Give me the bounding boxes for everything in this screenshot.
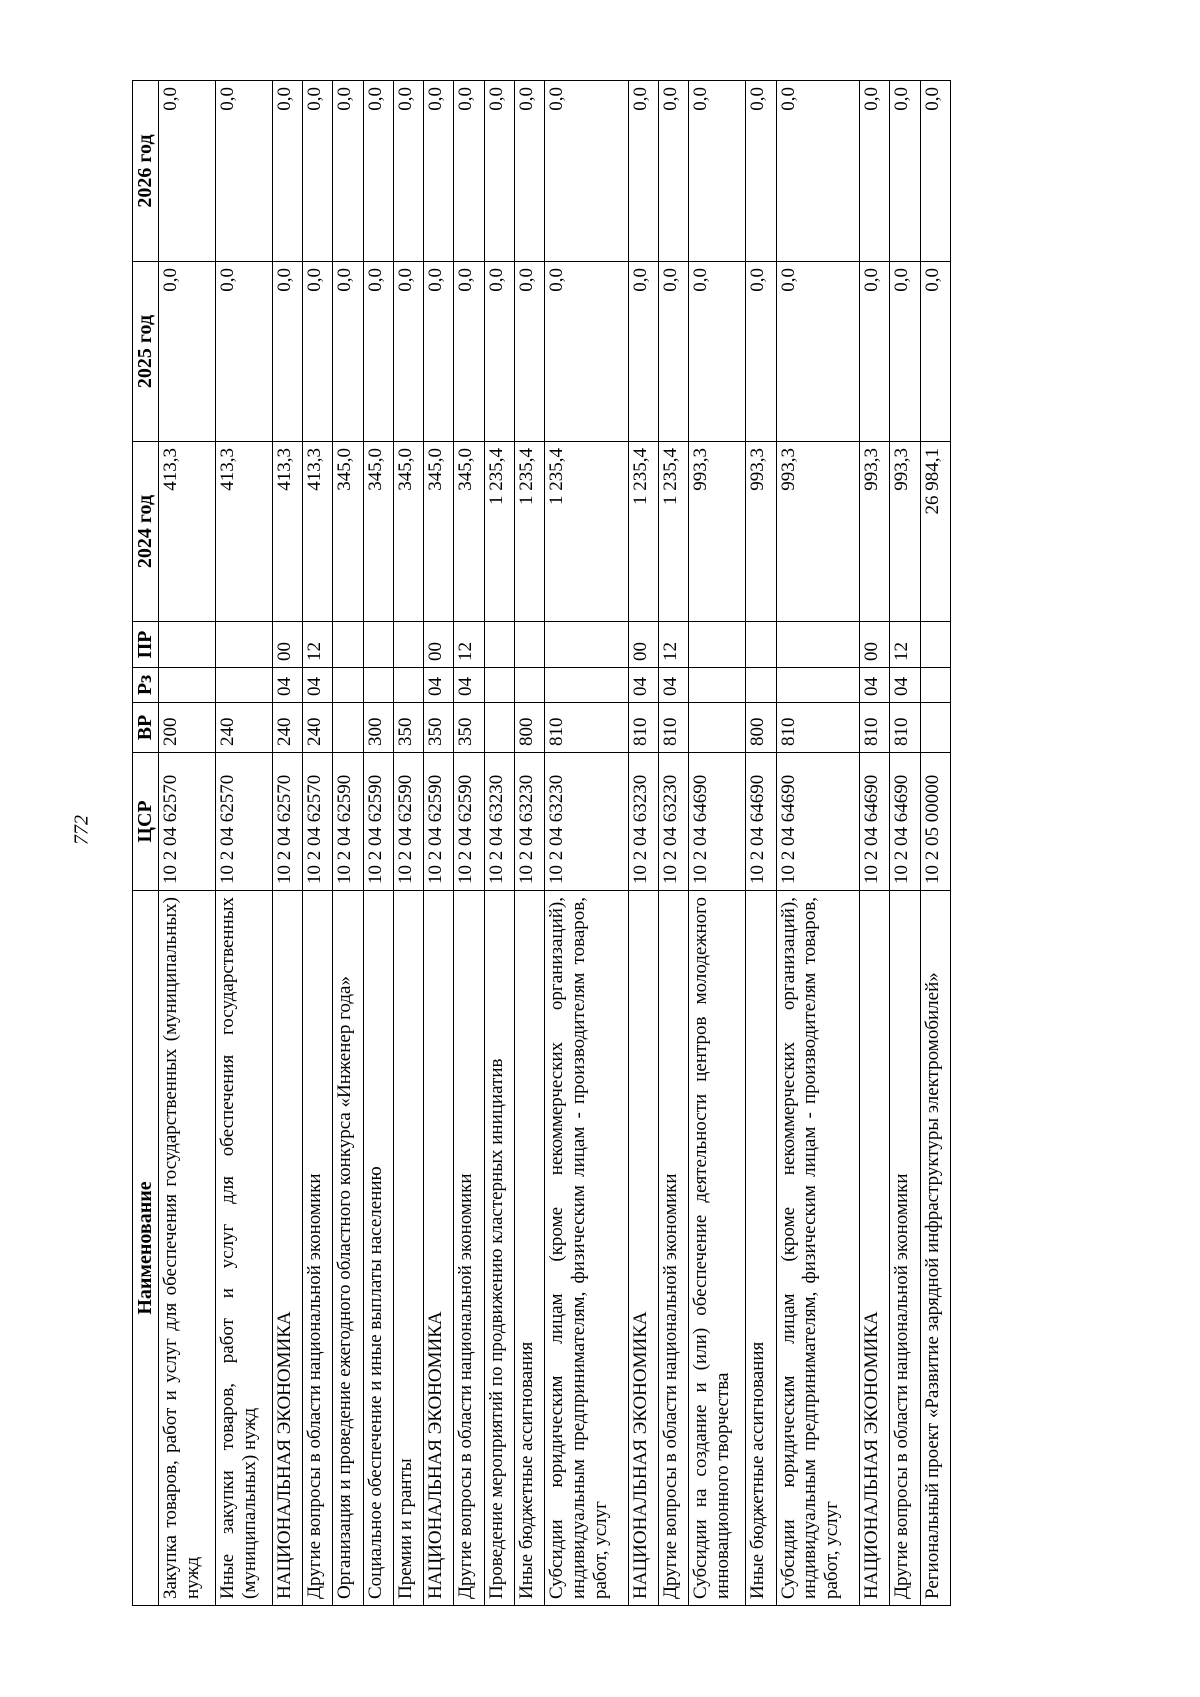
table-row <box>746 81 776 1606</box>
table-row <box>215 81 272 1606</box>
header-2025: 2025 год <box>133 262 159 442</box>
cell-vr <box>333 703 363 753</box>
cell-rz <box>515 668 545 703</box>
table-row <box>890 81 920 1606</box>
table-row <box>393 81 423 1606</box>
cell-name: Иные закупки товаров, работ и услуг для обеспечения государственных (муниципальных) нужд <box>215 891 272 1606</box>
cell-2026: 0,0 <box>303 81 333 262</box>
cell-csr: 10 2 04 64690 <box>776 753 860 891</box>
cell-2026: 0,0 <box>393 81 423 262</box>
cell-csr: 10 2 04 63230 <box>484 753 514 891</box>
cell-rz: 04 <box>424 668 454 703</box>
cell-2026: 0,0 <box>746 81 776 262</box>
cell-rz <box>159 668 216 703</box>
cell-pr <box>393 622 423 668</box>
cell-2026: 0,0 <box>363 81 393 262</box>
cell-2024: 26 984,1 <box>920 442 950 622</box>
cell-pr: 00 <box>272 622 302 668</box>
cell-name: НАЦИОНАЛЬНАЯ ЭКОНОМИКА <box>628 891 658 1606</box>
header-pr: ПР <box>133 622 159 668</box>
cell-2025: 0,0 <box>424 262 454 442</box>
cell-rz <box>689 668 746 703</box>
cell-2025: 0,0 <box>545 262 629 442</box>
cell-csr: 10 2 04 62570 <box>272 753 302 891</box>
cell-2024: 993,3 <box>890 442 920 622</box>
cell-csr: 10 2 04 64690 <box>860 753 890 891</box>
cell-vr: 800 <box>515 703 545 753</box>
table-row <box>484 81 514 1606</box>
budget-table <box>132 80 951 1606</box>
cell-pr: 12 <box>659 622 689 668</box>
header-2024: 2024 год <box>133 442 159 622</box>
table-row <box>628 81 658 1606</box>
cell-2024: 345,0 <box>393 442 423 622</box>
cell-2024: 345,0 <box>424 442 454 622</box>
cell-2026: 0,0 <box>424 81 454 262</box>
cell-csr: 10 2 04 63230 <box>628 753 658 891</box>
cell-vr: 810 <box>545 703 629 753</box>
cell-rz <box>484 668 514 703</box>
cell-2024: 1 235,4 <box>545 442 629 622</box>
cell-2025: 0,0 <box>303 262 333 442</box>
header-name: Наименование <box>133 891 159 1606</box>
cell-name: Субсидии юридическим лицам (кроме некоммерческих организаций), индивидуальным предпринимателям, физическим лицам - производителям товаров, работ, услуг <box>776 891 860 1606</box>
cell-2026: 0,0 <box>890 81 920 262</box>
cell-2024: 345,0 <box>333 442 363 622</box>
cell-name: Региональный проект «Развитие зарядной инфраструктуры электромобилей» <box>920 891 950 1606</box>
cell-vr: 350 <box>454 703 484 753</box>
table-row <box>159 81 216 1606</box>
table-row <box>689 81 746 1606</box>
cell-2024: 413,3 <box>215 442 272 622</box>
cell-2026: 0,0 <box>515 81 545 262</box>
cell-pr <box>333 622 363 668</box>
cell-2026: 0,0 <box>333 81 363 262</box>
cell-rz: 04 <box>303 668 333 703</box>
cell-pr: 00 <box>860 622 890 668</box>
cell-2026: 0,0 <box>920 81 950 262</box>
header-vr: ВР <box>133 703 159 753</box>
table-row <box>659 81 689 1606</box>
cell-csr: 10 2 04 63230 <box>659 753 689 891</box>
cell-pr <box>159 622 216 668</box>
cell-pr <box>484 622 514 668</box>
cell-pr: 12 <box>303 622 333 668</box>
cell-name: Субсидии на создание и (или) обеспечение деятельности центров молодежного инновационного творчества <box>689 891 746 1606</box>
cell-2024: 993,3 <box>776 442 860 622</box>
cell-name: Премии и гранты <box>393 891 423 1606</box>
cell-vr: 200 <box>159 703 216 753</box>
cell-vr: 350 <box>393 703 423 753</box>
cell-2024: 1 235,4 <box>628 442 658 622</box>
cell-pr <box>363 622 393 668</box>
cell-2024: 993,3 <box>689 442 746 622</box>
cell-rz <box>363 668 393 703</box>
table-row <box>920 81 950 1606</box>
cell-2025: 0,0 <box>746 262 776 442</box>
table-row <box>424 81 454 1606</box>
table-header-row <box>133 81 159 1606</box>
cell-2024: 345,0 <box>363 442 393 622</box>
table-row <box>454 81 484 1606</box>
cell-2025: 0,0 <box>860 262 890 442</box>
cell-2024: 1 235,4 <box>659 442 689 622</box>
page-number: 772 <box>70 815 93 845</box>
cell-name: Организация и проведение ежегодного областного конкурса «Инженер года» <box>333 891 363 1606</box>
cell-name: Проведение мероприятий по продвижению кластерных инициатив <box>484 891 514 1606</box>
table-row <box>545 81 629 1606</box>
cell-pr <box>920 622 950 668</box>
cell-2026: 0,0 <box>860 81 890 262</box>
cell-pr: 00 <box>424 622 454 668</box>
cell-vr: 240 <box>272 703 302 753</box>
cell-vr: 810 <box>659 703 689 753</box>
cell-2026: 0,0 <box>272 81 302 262</box>
cell-vr: 810 <box>776 703 860 753</box>
cell-name: Социальное обеспечение и иные выплаты населению <box>363 891 393 1606</box>
cell-csr: 10 2 04 62590 <box>333 753 363 891</box>
cell-csr: 10 2 04 62590 <box>393 753 423 891</box>
cell-csr: 10 2 04 62570 <box>303 753 333 891</box>
cell-vr: 350 <box>424 703 454 753</box>
header-2026: 2026 год <box>133 81 159 262</box>
table-row <box>776 81 860 1606</box>
cell-2025: 0,0 <box>454 262 484 442</box>
cell-rz: 04 <box>454 668 484 703</box>
cell-rz <box>333 668 363 703</box>
table-row <box>333 81 363 1606</box>
cell-2025: 0,0 <box>920 262 950 442</box>
cell-pr <box>746 622 776 668</box>
cell-vr <box>689 703 746 753</box>
cell-2024: 1 235,4 <box>484 442 514 622</box>
cell-name: Другие вопросы в области национальной экономики <box>303 891 333 1606</box>
cell-vr: 800 <box>746 703 776 753</box>
cell-rz: 04 <box>272 668 302 703</box>
cell-vr: 240 <box>303 703 333 753</box>
cell-2024: 345,0 <box>454 442 484 622</box>
cell-rz: 04 <box>659 668 689 703</box>
cell-csr: 10 2 04 64690 <box>689 753 746 891</box>
cell-pr: 12 <box>890 622 920 668</box>
cell-2024: 413,3 <box>159 442 216 622</box>
rotated-table-wrapper <box>132 81 951 1606</box>
cell-2025: 0,0 <box>628 262 658 442</box>
cell-name: Субсидии юридическим лицам (кроме некоммерческих организаций), индивидуальным предпринимателям, физическим лицам - производителям товаров, работ, услуг <box>545 891 629 1606</box>
cell-2025: 0,0 <box>272 262 302 442</box>
table-row <box>860 81 890 1606</box>
cell-2025: 0,0 <box>363 262 393 442</box>
cell-2025: 0,0 <box>659 262 689 442</box>
cell-pr <box>545 622 629 668</box>
cell-name: НАЦИОНАЛЬНАЯ ЭКОНОМИКА <box>424 891 454 1606</box>
cell-2026: 0,0 <box>159 81 216 262</box>
cell-2026: 0,0 <box>215 81 272 262</box>
cell-csr: 10 2 04 63230 <box>545 753 629 891</box>
table-row <box>272 81 302 1606</box>
cell-csr: 10 2 04 62590 <box>424 753 454 891</box>
cell-2025: 0,0 <box>890 262 920 442</box>
cell-pr <box>515 622 545 668</box>
cell-rz <box>746 668 776 703</box>
cell-2026: 0,0 <box>776 81 860 262</box>
cell-rz: 04 <box>860 668 890 703</box>
cell-2024: 1 235,4 <box>515 442 545 622</box>
cell-rz <box>215 668 272 703</box>
cell-2025: 0,0 <box>689 262 746 442</box>
cell-rz <box>920 668 950 703</box>
cell-name: Закупка товаров, работ и услуг для обеспечения государственных (муниципальных) нужд <box>159 891 216 1606</box>
cell-csr: 10 2 04 64690 <box>746 753 776 891</box>
cell-2026: 0,0 <box>628 81 658 262</box>
cell-name: Другие вопросы в области национальной экономики <box>659 891 689 1606</box>
cell-2025: 0,0 <box>333 262 363 442</box>
cell-vr: 810 <box>860 703 890 753</box>
cell-2026: 0,0 <box>689 81 746 262</box>
cell-rz: 04 <box>628 668 658 703</box>
cell-2026: 0,0 <box>454 81 484 262</box>
cell-vr: 300 <box>363 703 393 753</box>
cell-2024: 413,3 <box>303 442 333 622</box>
cell-csr: 10 2 04 63230 <box>515 753 545 891</box>
cell-csr: 10 2 04 62570 <box>159 753 216 891</box>
cell-2025: 0,0 <box>515 262 545 442</box>
cell-2024: 993,3 <box>860 442 890 622</box>
cell-csr: 10 2 04 64690 <box>890 753 920 891</box>
cell-name: НАЦИОНАЛЬНАЯ ЭКОНОМИКА <box>860 891 890 1606</box>
cell-2024: 993,3 <box>746 442 776 622</box>
cell-name: Иные бюджетные ассигнования <box>746 891 776 1606</box>
cell-2025: 0,0 <box>484 262 514 442</box>
cell-pr <box>776 622 860 668</box>
cell-csr: 10 2 04 62590 <box>363 753 393 891</box>
cell-name: НАЦИОНАЛЬНАЯ ЭКОНОМИКА <box>272 891 302 1606</box>
table-row <box>303 81 333 1606</box>
cell-pr: 00 <box>628 622 658 668</box>
cell-2025: 0,0 <box>159 262 216 442</box>
cell-2026: 0,0 <box>484 81 514 262</box>
cell-rz <box>545 668 629 703</box>
cell-2024: 413,3 <box>272 442 302 622</box>
cell-2026: 0,0 <box>545 81 629 262</box>
cell-vr <box>920 703 950 753</box>
cell-pr <box>215 622 272 668</box>
header-csr: ЦСР <box>133 753 159 891</box>
cell-vr <box>484 703 514 753</box>
cell-csr: 10 2 05 00000 <box>920 753 950 891</box>
cell-rz <box>393 668 423 703</box>
cell-2025: 0,0 <box>215 262 272 442</box>
cell-2026: 0,0 <box>659 81 689 262</box>
table-row <box>363 81 393 1606</box>
cell-name: Другие вопросы в области национальной экономики <box>454 891 484 1606</box>
cell-vr: 240 <box>215 703 272 753</box>
table-row <box>515 81 545 1606</box>
header-rz: Рз <box>133 668 159 703</box>
cell-pr: 12 <box>454 622 484 668</box>
cell-2025: 0,0 <box>776 262 860 442</box>
cell-rz: 04 <box>890 668 920 703</box>
cell-2025: 0,0 <box>393 262 423 442</box>
cell-csr: 10 2 04 62590 <box>454 753 484 891</box>
cell-name: Иные бюджетные ассигнования <box>515 891 545 1606</box>
cell-csr: 10 2 04 62570 <box>215 753 272 891</box>
cell-vr: 810 <box>628 703 658 753</box>
cell-pr <box>689 622 746 668</box>
cell-rz <box>776 668 860 703</box>
cell-name: Другие вопросы в области национальной экономики <box>890 891 920 1606</box>
cell-vr: 810 <box>890 703 920 753</box>
